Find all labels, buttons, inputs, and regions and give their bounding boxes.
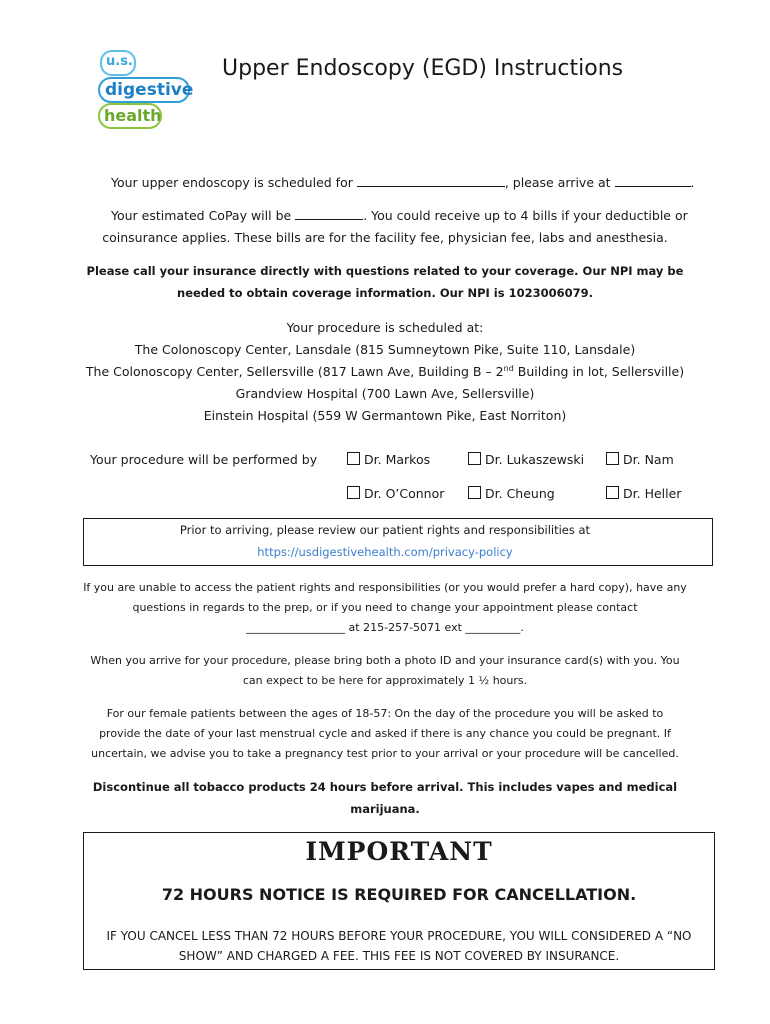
doctor-option-cheung[interactable] <box>468 486 555 501</box>
doctor-heller-label: Dr. Heller <box>623 486 682 501</box>
doctor-option-oconnor[interactable] <box>347 486 444 501</box>
location-sellersville-pre: The Colonoscopy Center, Sellersville (817 Lawn Ave, Building B – 2 <box>85 364 504 380</box>
location-sellersville-post: Building in lot, Sellersville) <box>513 364 685 380</box>
arrive-line1: When you arrive for your procedure, please bring both a photo ID and your insurance card(s) with you. You <box>90 654 680 667</box>
doctor-markos-label: Dr. Markos <box>364 452 431 467</box>
checkbox-cheung[interactable] <box>468 486 481 499</box>
contact-line2: questions in regards to the prep, or if you need to change your appointment please contact <box>132 601 638 614</box>
contact-line3: __________________ at 215-257-5071 ext __________. <box>246 621 524 634</box>
cancellation-line2: SHOW” AND CHARGED A FEE. THIS FEE IS NOT COVERED BY INSURANCE. <box>178 949 620 963</box>
important-box <box>83 832 715 970</box>
page-title: Upper Endoscopy (EGD) Instructions <box>222 56 624 81</box>
logo-line3: health <box>104 106 162 125</box>
schedule-line <box>111 174 695 190</box>
copay-line <box>111 207 688 223</box>
doctor-cheung-label: Dr. Cheung <box>485 486 555 501</box>
checkbox-nam[interactable] <box>606 452 619 465</box>
logo-line1: u.s. <box>106 54 133 69</box>
location-grandview: Grandview Hospital (700 Lawn Ave, Sellersville) <box>235 386 535 401</box>
copay-line2: coinsurance applies. These bills are for the facility fee, physician fee, labs and anesthesia. <box>102 230 668 245</box>
logo-health-badge <box>98 103 162 129</box>
doctor-oconnor-label: Dr. O’Connor <box>364 486 445 501</box>
arrive-text: , please arrive at <box>504 175 611 190</box>
cancellation-notice: 72 HOURS NOTICE IS REQUIRED FOR CANCELLATION. <box>161 885 637 904</box>
copay-text: Your estimated CoPay will be <box>111 208 292 223</box>
checkbox-heller[interactable] <box>606 486 619 499</box>
logo-us-badge <box>100 50 136 76</box>
tobacco-line2: marijuana. <box>350 802 420 816</box>
female-line3: uncertain, we advise you to take a pregnancy test prior to your arrival or your procedure will be cancelled. <box>91 747 679 760</box>
arrive-line2: can expect to be here for approximately 1 ½ hours. <box>242 674 528 687</box>
arrive-time-field[interactable] <box>615 174 691 187</box>
location-sellersville-sup: nd <box>503 364 514 373</box>
doctor-option-markos[interactable] <box>347 452 430 467</box>
checkbox-lukaszewski[interactable] <box>468 452 481 465</box>
doctor-option-lukaszewski[interactable] <box>468 452 584 467</box>
insurance-line2: needed to obtain coverage information. Our NPI is 1023006079. <box>177 286 593 300</box>
locations-heading: Your procedure is scheduled at: <box>286 320 484 335</box>
us-digestive-health-logo <box>96 50 196 130</box>
logo-digestive-badge <box>98 77 194 103</box>
doctors-label: Your procedure will be performed by <box>90 452 318 467</box>
copay-amount-field[interactable] <box>295 207 363 220</box>
tobacco-line1: Discontinue all tobacco products 24 hours before arrival. This includes vapes and medical <box>92 780 678 794</box>
doctor-nam-label: Dr. Nam <box>623 452 674 467</box>
doctor-option-heller[interactable] <box>606 486 681 501</box>
female-line2: provide the date of your last menstrual cycle and asked if there is any chance you could be pregnant. If <box>99 727 671 740</box>
location-lansdale: The Colonoscopy Center, Lansdale (815 Sumneytown Pike, Suite 110, Lansdale) <box>134 342 636 357</box>
checkbox-markos[interactable] <box>347 452 360 465</box>
logo-line2: digestive <box>105 80 194 100</box>
rights-line1: Prior to arriving, please review our patient rights and responsibilities at <box>179 523 591 537</box>
bills-text: . You could receive up to 4 bills if your deductible or <box>363 208 688 223</box>
schedule-period: . <box>690 175 695 190</box>
privacy-policy-link[interactable]: https://usdigestivehealth.com/privacy-policy <box>257 545 513 559</box>
checkbox-oconnor[interactable] <box>347 486 360 499</box>
female-line1: For our female patients between the ages of 18-57: On the day of the procedure you will be asked to <box>106 707 664 720</box>
contact-line1: If you are unable to access the patient rights and responsibilities (or you would prefer a hard copy), have any <box>83 581 687 594</box>
schedule-text: Your upper endoscopy is scheduled for <box>111 175 353 190</box>
insurance-line1: Please call your insurance directly with questions related to your coverage. Our NPI may be <box>86 264 684 278</box>
location-sellersville <box>0 364 770 379</box>
rights-link-line <box>0 545 770 559</box>
doctor-option-nam[interactable] <box>606 452 674 467</box>
important-heading: IMPORTANT <box>305 837 493 866</box>
doctor-lukaszewski-label: Dr. Lukaszewski <box>485 452 585 467</box>
schedule-date-field[interactable] <box>357 174 505 187</box>
location-einstein: Einstein Hospital (559 W Germantown Pike, East Norriton) <box>203 408 567 423</box>
cancellation-line1: IF YOU CANCEL LESS THAN 72 HOURS BEFORE YOUR PROCEDURE, YOU WILL CONSIDERED A “NO <box>106 929 692 943</box>
